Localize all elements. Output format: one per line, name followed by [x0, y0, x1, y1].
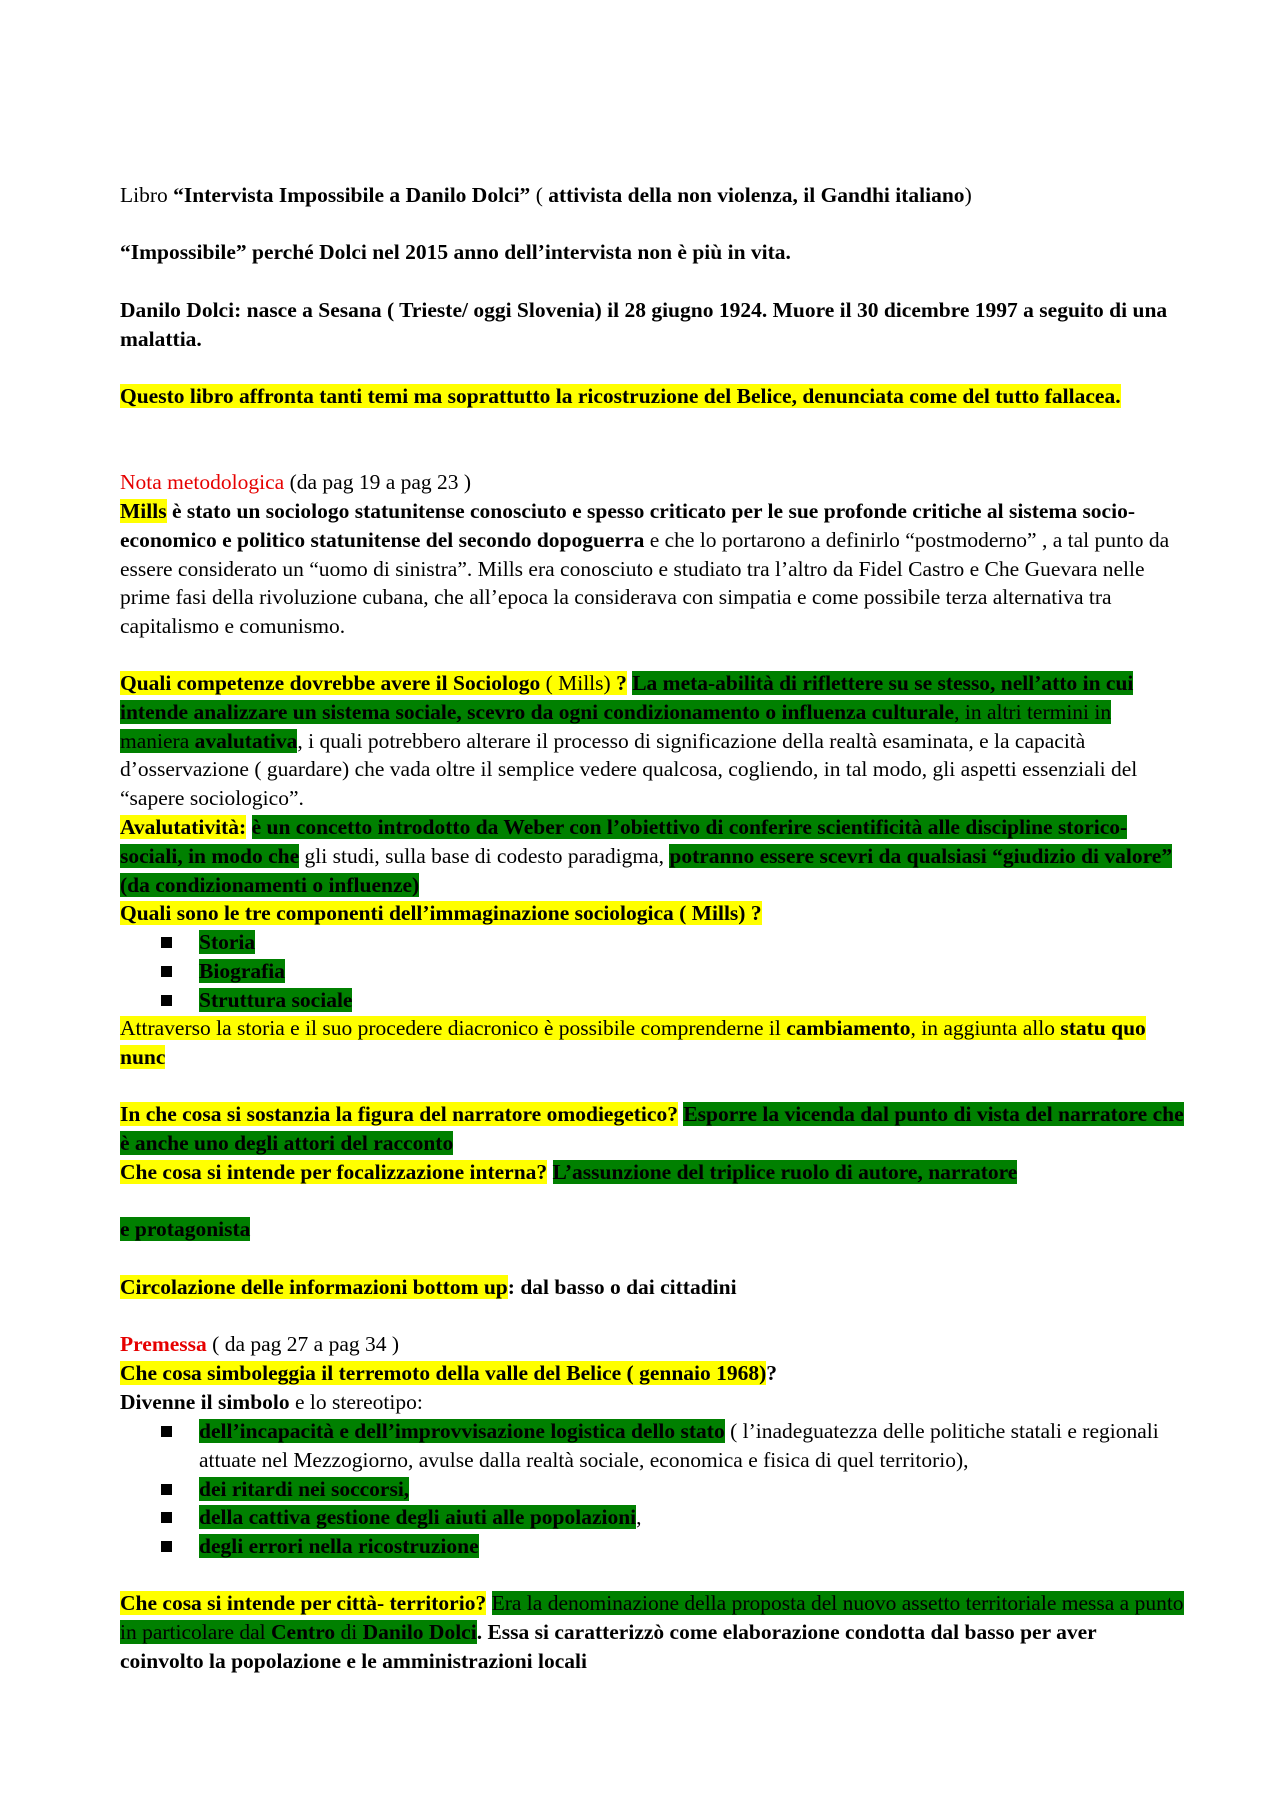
components-question-text: Quali sono le tre componenti dell’immaginazione sociologica ( Mills) ?: [120, 901, 762, 925]
storia-text: Attraverso la storia e il suo procedere diacronico è possibile comprenderne il: [120, 1016, 787, 1040]
skills-question: Quali competenze dovrebbe avere il Sociologo: [120, 671, 541, 695]
mills-paragraph: [120, 497, 1185, 641]
paren-close: ): [964, 183, 972, 207]
terremoto-list: [120, 1417, 1185, 1561]
citta-territorio-answer: Era la denominazione della proposta del nuovo assetto territoriale messa a punto in particolare dal: [120, 1591, 1184, 1644]
focalizzazione-question: [120, 1158, 1185, 1187]
square-bullet-icon: [161, 1426, 172, 1437]
intro-paragraph: [120, 181, 1185, 210]
list-item: dei ritardi nei soccorsi,: [120, 1475, 1185, 1504]
square-bullet-icon: [161, 1541, 172, 1552]
divenne-il-simbolo: Divenne il simbolo: [120, 1390, 290, 1414]
square-bullet-icon: [161, 1512, 172, 1523]
storia-statu-quo: statu quo nunc: [120, 1016, 1146, 1069]
premessa-heading: [120, 1330, 1185, 1359]
skills-answer-avalutativa: avalutativa: [194, 728, 298, 753]
paren-open: (: [530, 183, 549, 207]
square-bullet-icon: [161, 937, 172, 948]
square-bullet-icon: [161, 966, 172, 977]
nota-pages: (da pag 19 a pag 23 ): [284, 470, 472, 494]
sociologist-skills-paragraph: [120, 669, 1185, 813]
book-summary-text: Questo libro affronta tanti temi ma soprattutto la ricostruzione del Belice, denunciata come del tutto fallacea.: [120, 384, 1121, 408]
list-item: Struttura sociale: [120, 986, 1185, 1015]
components-list: [120, 928, 1185, 1014]
libro-label: Libro: [120, 183, 174, 207]
premessa-pages: ( da pag 27 a pag 34 ): [206, 1332, 400, 1356]
square-bullet-icon: [161, 1484, 172, 1495]
mills-critique: è stato un sociologo statunitense conosciuto e spesso criticato per le sue profonde critiche al sistema socio-economico e politico statunitense del secondo dopoguerra: [120, 499, 1135, 552]
citta-territorio-paragraph: Che cosa si intende per città- territorio? Era la denominazione della proposta del nuovo assetto territoriale messa a punto in particolare dal Centro di Danilo Dolci. Essa si caratterizzò come elaborazione condotta dal basso per aver coinvolto la popolazione e le amministrazioni locali: [120, 1591, 1184, 1673]
skills-answer: La meta-abilità di riflettere su se stesso, nell’atto in cui intende analizzare un sistema sociale, scevro da ogni condizionamento o influenza culturale: [120, 671, 1134, 724]
premessa-heading-label: Premessa: [120, 1332, 207, 1356]
stereotipo-text: e lo stereotipo:: [289, 1390, 423, 1414]
square-bullet-icon: [161, 995, 172, 1006]
avalutativita-definition: è un concetto introdotto da Weber con l’obiettivo di conferire scientificità alle discipline storico-sociali, in modo che: [120, 815, 1128, 868]
list-item: della cattiva gestione degli aiuti alle popolazioni,: [120, 1503, 1185, 1532]
terremoto-question: [120, 1359, 1185, 1388]
mills-context: e che lo portarono a definirlo “postmoderno” , a tal punto da essere considerato un “uomo di sinistra”. Mills era conosciuto e studiato tra l’altro da Fidel Castro e Che Guevara nelle prime fasi della rivoluzione cubana, che all’epoca la considerava con simpatia e come possibile terza alternativa tra capitalismo e comunismo.: [120, 527, 1170, 639]
avalutativita-definition-end: potranno essere scevri da qualsiasi “giudizio di valore” (da condizionamenti o influenze): [120, 843, 1173, 897]
terremoto-question-mark: ?: [766, 1361, 778, 1385]
skills-question-mark: ?: [610, 671, 627, 695]
focalizzazione-answer: L’assunzione del triplice ruolo di autore, narratore: [552, 1160, 1018, 1184]
list-item: dell’incapacità e dell’improvvisazione logistica dello stato ( l’inadeguatezza delle politiche statali e regionali attuate nel Mezzogiorno, avulse dalla realtà sociale, economica e fisica di quel territorio),: [120, 1417, 1185, 1475]
skills-answer-cont: , in altri termini in maniera: [120, 699, 1112, 753]
skills-question-mills: ( Mills): [540, 671, 611, 695]
circolazione-paragraph: [120, 1273, 1185, 1302]
centro-label: Centro: [271, 1619, 336, 1644]
book-title: “Intervista Impossibile a Danilo Dolci”: [173, 183, 531, 207]
circolazione-definition: : dal basso o dai cittadini: [507, 1275, 737, 1299]
danilo-dolci-label: Danilo Dolci: [362, 1619, 477, 1644]
storia-cambiamento: cambiamento: [786, 1016, 911, 1040]
narratore-question: In che cosa si sostanzia la figura del narratore omodiegetico?: [120, 1102, 678, 1126]
mills-name: Mills: [120, 499, 167, 523]
avalutativita-middle: gli studi, sulla base di codesto paradigma,: [299, 843, 670, 868]
citta-territorio-question: Che cosa si intende per città- territorio?: [120, 1591, 487, 1615]
focalizzazione-answer-end: [120, 1215, 1185, 1244]
nota-heading-label: Nota metodologica: [120, 470, 285, 494]
narratore-answer: Esporre la vicenda dal punto di vista del narratore che è anche uno degli attori del racconto: [120, 1102, 1184, 1155]
impossibile-paragraph: “Impossibile” perché Dolci nel 2015 anno dell’intervista non è più in vita.: [120, 240, 791, 264]
avalutativita-term: Avalutatività:: [120, 815, 247, 839]
list-item: Biografia: [120, 957, 1185, 986]
focalizzazione-question-text: Che cosa si intende per focalizzazione interna?: [120, 1160, 548, 1184]
list-item: Storia: [120, 928, 1185, 957]
terremoto-question-text: Che cosa simboleggia il terremoto della valle del Belice ( gennaio 1968): [120, 1361, 767, 1385]
citta-territorio-rest: . Essa si caratterizzò come elaborazione condotta dal basso per aver coinvolto la popolazione e le amministrazioni locali: [120, 1619, 1097, 1673]
avalutativita-paragraph: [120, 813, 1185, 899]
list-item: degli errori nella ricostruzione: [120, 1532, 1185, 1561]
storia-text-2: , in aggiunta allo: [910, 1016, 1061, 1040]
skills-answer-rest: , i quali potrebbero alterare il processo di significazione della realtà esaminata, e la capacità d’osservazione ( guardare) che vada oltre il semplice vedere qualcosa, cogliendo, in tal modo, gli aspetti essenziali del “sapere sociologico”.: [120, 728, 1138, 811]
book-summary-paragraph: [120, 382, 1185, 411]
narratore-paragraph: [120, 1100, 1185, 1158]
focalizzazione-answer-protagonista: e protagonista: [120, 1217, 251, 1241]
components-question: [120, 899, 1185, 928]
author-description: attivista della non violenza, il Gandhi italiano: [548, 183, 965, 207]
nota-metodologica-heading: [120, 468, 1185, 497]
biography-paragraph: Danilo Dolci: nasce a Sesana ( Trieste/ oggi Slovenia) il 28 giugno 1924. Muore il 30 dicembre 1997 a seguito di una malattia.: [120, 298, 1168, 351]
terremoto-answer-intro: [120, 1388, 1185, 1417]
circolazione-term: Circolazione delle informazioni bottom up: [120, 1275, 508, 1299]
storia-paragraph: [120, 1014, 1185, 1072]
